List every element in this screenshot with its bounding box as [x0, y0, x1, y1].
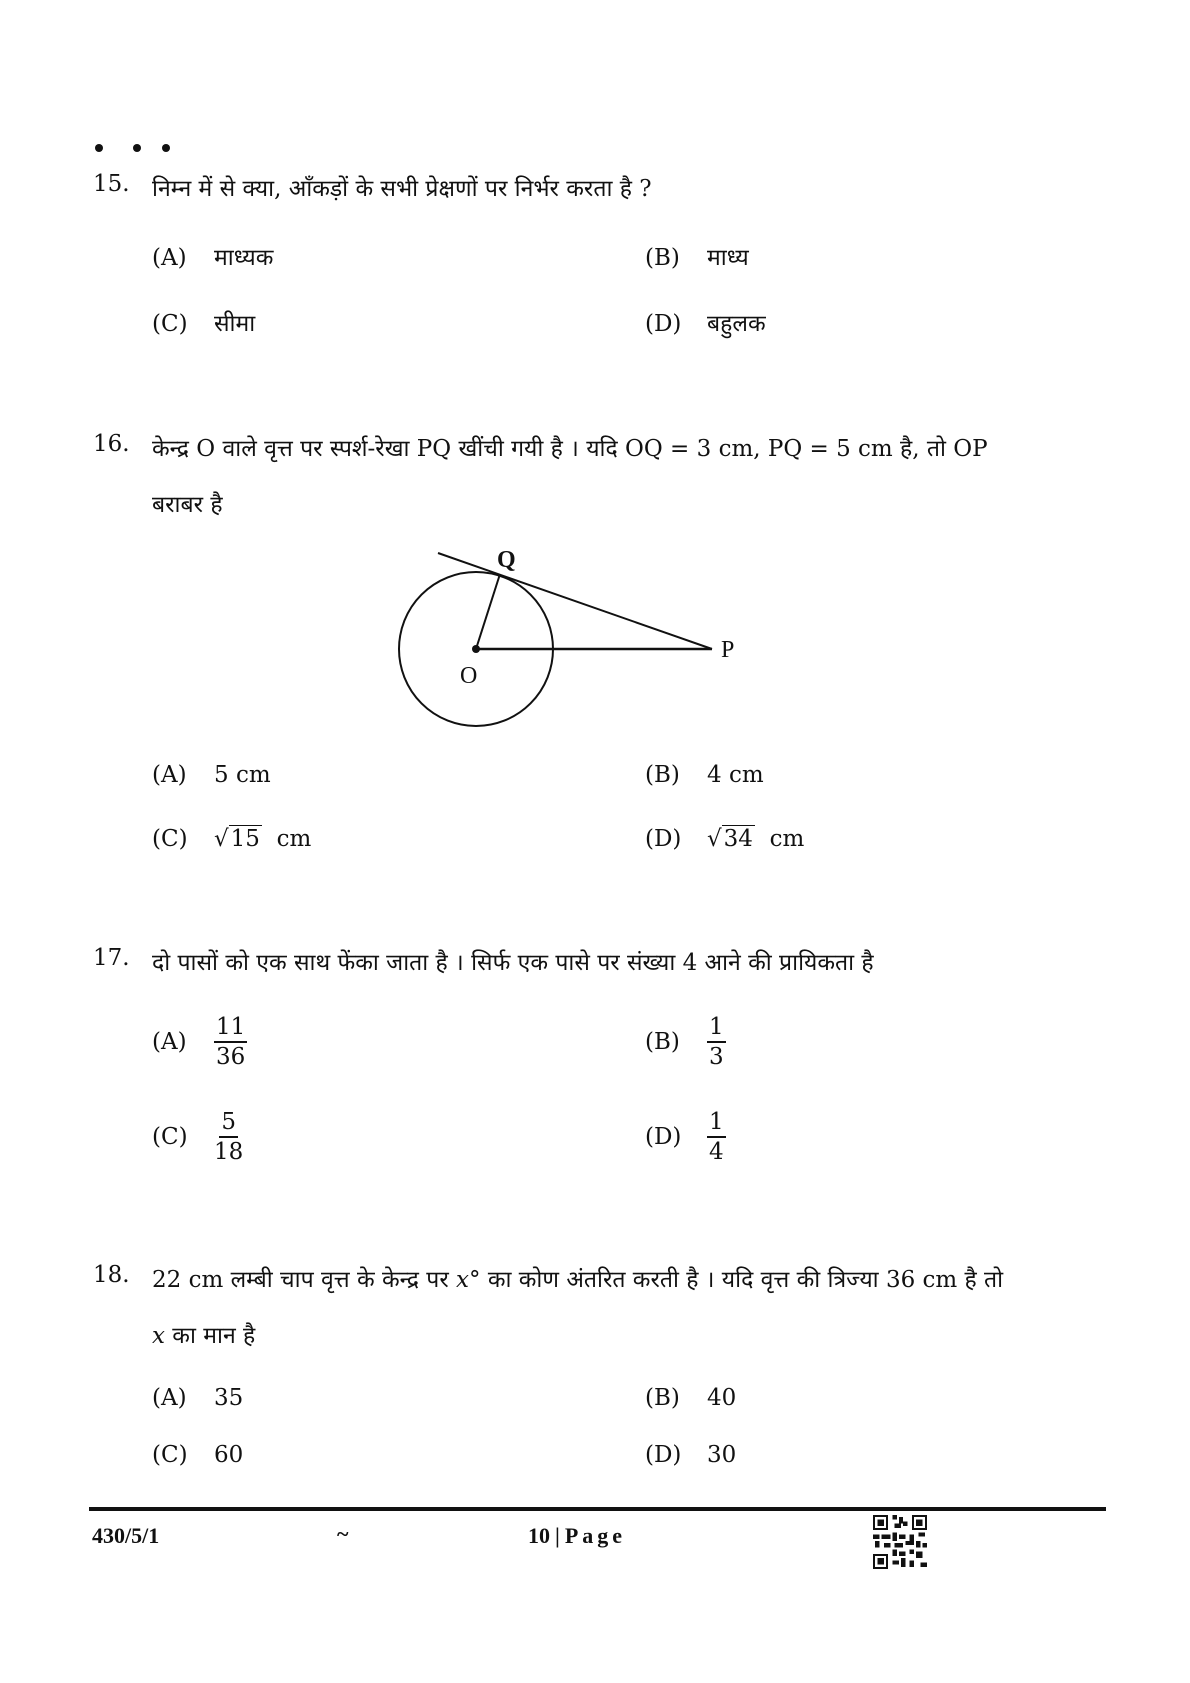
square-root: √15 — [214, 826, 260, 852]
question-text-line2 — [152, 1318, 255, 1350]
option-value: 40 — [707, 1385, 737, 1411]
fraction — [707, 1110, 726, 1164]
option-label: (A) — [152, 245, 187, 271]
option-value: 5 cm — [214, 762, 271, 788]
option-b[interactable] — [645, 762, 764, 788]
qr-code-icon — [873, 1515, 927, 1569]
square-root: √34 — [707, 826, 753, 852]
option-c[interactable] — [152, 826, 311, 852]
separator: | — [555, 1523, 560, 1548]
fraction — [214, 1110, 243, 1164]
tangent-circle-diagram — [380, 540, 760, 740]
numerator: 5 — [219, 1110, 238, 1138]
paper-code: 430/5/1 — [92, 1523, 160, 1548]
marker-dot — [133, 144, 141, 152]
footer-divider — [89, 1507, 1106, 1511]
option-label: (C) — [152, 311, 188, 337]
fraction — [214, 1015, 247, 1069]
option-b[interactable] — [645, 1015, 726, 1069]
option-value: सीमा — [214, 311, 256, 337]
option-value: बहुलक — [707, 311, 766, 337]
page-word: Page — [564, 1523, 627, 1548]
tangent-line-pq — [438, 553, 712, 649]
fraction — [707, 1015, 726, 1069]
option-value: 30 — [707, 1442, 737, 1468]
option-value: 4 cm — [707, 762, 764, 788]
radicand: 15 — [230, 826, 260, 852]
question-text-line1 — [152, 1262, 1003, 1294]
unit: cm — [769, 826, 805, 852]
radius-oq — [476, 574, 500, 649]
marker-dot — [162, 144, 170, 152]
label-p: P — [721, 637, 735, 663]
denominator: 4 — [709, 1139, 724, 1166]
option-label: (C) — [152, 826, 188, 852]
question-number: 15. — [93, 171, 130, 197]
option-label: (D) — [645, 311, 682, 337]
question-text: दो पासों को एक साथ फेंका जाता है । सिर्फ एक पासे पर संख्या 4 आने की प्रायिकता है — [152, 950, 874, 976]
option-label: (D) — [645, 1124, 682, 1151]
variable: x° — [456, 1267, 481, 1293]
option-value: 35 — [214, 1385, 244, 1411]
page-number-label — [528, 1523, 626, 1549]
option-d[interactable] — [645, 1110, 726, 1164]
option-label: (C) — [152, 1124, 188, 1151]
question-text: निम्न में से क्या, आँकड़ों के सभी प्रेक्षणों पर निर्भर करता है ? — [152, 176, 652, 202]
page-number: 10 — [528, 1523, 550, 1548]
option-a[interactable] — [152, 1385, 243, 1411]
option-c[interactable] — [152, 1442, 243, 1468]
option-label: (B) — [645, 762, 680, 788]
option-d[interactable] — [645, 826, 804, 852]
unit: cm — [276, 826, 312, 852]
text-part: का कोण अंतरित करती है । यदि वृत्त की त्रिज्या 36 cm है तो — [480, 1267, 1004, 1293]
option-value: माध्य — [707, 245, 749, 271]
question-number: 16. — [93, 431, 130, 457]
question-text-line2: बराबर है — [152, 492, 223, 518]
option-label: (C) — [152, 1442, 188, 1468]
option-c[interactable] — [152, 306, 255, 338]
option-label: (D) — [645, 826, 682, 852]
label-q: Q — [497, 547, 516, 573]
option-a[interactable] — [152, 1015, 247, 1069]
numerator: 11 — [214, 1015, 247, 1043]
option-label: (B) — [645, 1029, 680, 1056]
option-label: (A) — [152, 1029, 187, 1056]
question-number: 18. — [93, 1262, 130, 1288]
option-d[interactable] — [645, 1442, 736, 1468]
option-b[interactable] — [645, 1385, 736, 1411]
option-label: (D) — [645, 1442, 682, 1468]
variable: x — [152, 1323, 165, 1349]
numerator: 1 — [707, 1110, 726, 1138]
option-label: (B) — [645, 1385, 680, 1411]
denominator: 3 — [709, 1044, 724, 1071]
denominator: 18 — [214, 1139, 244, 1166]
question-number: 17. — [93, 945, 130, 971]
text-part: 22 cm लम्बी चाप वृत्त के केन्द्र पर — [152, 1267, 457, 1293]
marker-dot — [95, 144, 103, 152]
tilde-mark: ~ — [337, 1521, 349, 1546]
text-part: का मान है — [164, 1323, 256, 1349]
option-a[interactable] — [152, 240, 273, 272]
option-b[interactable] — [645, 240, 749, 272]
label-o: O — [460, 663, 478, 689]
denominator: 36 — [216, 1044, 246, 1071]
option-value: माध्यक — [214, 245, 274, 271]
option-d[interactable] — [645, 306, 766, 338]
option-label: (A) — [152, 1385, 187, 1411]
center-point — [472, 645, 480, 653]
option-value: 60 — [214, 1442, 244, 1468]
option-label: (B) — [645, 245, 680, 271]
radicand: 34 — [723, 826, 753, 852]
option-a[interactable] — [152, 762, 271, 788]
option-c[interactable] — [152, 1110, 243, 1164]
numerator: 1 — [707, 1015, 726, 1043]
option-label: (A) — [152, 762, 187, 788]
question-text-line1: केन्द्र O वाले वृत्त पर स्पर्श-रेखा PQ खींची गयी है । यदि OQ = 3 cm, PQ = 5 cm है, तो OP — [152, 436, 988, 462]
